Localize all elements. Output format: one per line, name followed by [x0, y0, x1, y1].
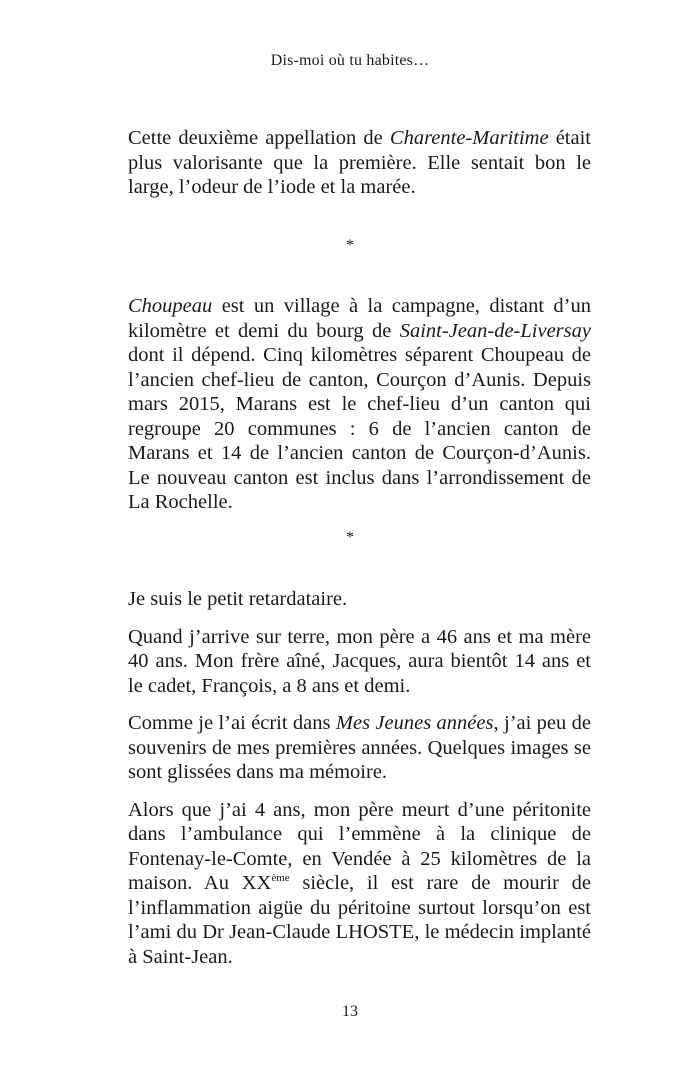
section-1	[128, 126, 591, 213]
running-head: Dis-moi où tu habites…	[270, 52, 430, 69]
paragraph: Quand j’arrive sur terre, mon père a 46 ans et ma mère 40 ans. Mon frère aîné, Jacques, aura bientôt 14 ans et le cadet, François, a 8 ans et demi.	[128, 625, 591, 697]
paragraph: Alors que j’ai 4 ans, mon père meurt d’une péritonite dans l’ambulance qui l’emmène à la clinique de Fontenay-le-Comte, en Vendée à 25 kilomètres de la maison. Au XXème siècle, il est rare de mourir de l’inflammation aigüe du péritoine surtout lorsqu’on est l’ami du Dr Jean-Claude LHOSTE, le médecin implanté à Saint-Jean.	[128, 798, 591, 968]
section-3	[128, 587, 591, 982]
paragraph: Choupeau est un village à la campagne, distant d’un kilomètre et demi du bourg de Saint-Jean-de-Liversay dont il dépend. Cinq kilomètres séparent Choupeau de l’ancien chef-lieu de canton, Courçon d’Aunis. Depuis mars 2015, Marans est le chef-lieu d’un canton qui regroupe 20 communes : 6 de l’ancien canton de Marans et 14 de l’ancien canton de Courçon-d’Aunis. Le nouveau canton est inclus dans l’arrondissement de La Rochelle.	[128, 295, 591, 513]
section-separator: *	[346, 529, 354, 546]
section-2	[128, 294, 591, 528]
page-number: 13	[342, 1003, 358, 1020]
paragraph: Comme je l’ai écrit dans Mes Jeunes années, j’ai peu de souvenirs de mes premières années. Quelques images se sont glissées dans ma mémoire.	[128, 712, 592, 783]
section-separator: *	[346, 237, 354, 254]
paragraph: Je suis le petit retardataire.	[128, 588, 348, 610]
paragraph: Cette deuxième appellation de Charente-Maritime était plus valorisante que la première. Elle sentait bon le large, l’odeur de l’iode et la marée.	[128, 127, 591, 198]
